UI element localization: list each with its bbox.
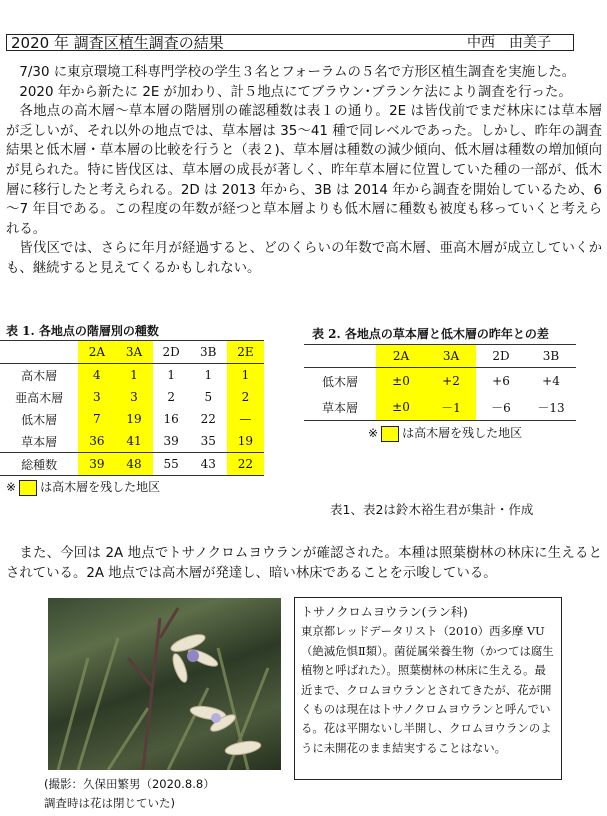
table-row	[304, 394, 576, 421]
table2-note	[368, 424, 522, 442]
row-label: 亜高木層	[15, 390, 64, 405]
table2-caption: 表 2. 各地点の草本層と低木層の昨年との差	[312, 327, 549, 341]
table-cell: 1	[204, 368, 213, 382]
table-col-header: 2A	[376, 345, 426, 368]
yellow-swatch	[381, 426, 399, 442]
table-cell: 1	[227, 364, 264, 387]
table-cell: 35	[200, 434, 216, 448]
row-label: 高木層	[21, 368, 58, 383]
title-box	[6, 34, 574, 51]
table-col-header: 2D	[153, 341, 190, 364]
table-col-header: 3B	[526, 345, 576, 368]
table-cell: +4	[542, 374, 560, 388]
row-label: 総種数	[0, 453, 78, 476]
table-cell: ±0	[376, 368, 426, 395]
table-cell: 41	[115, 430, 152, 453]
orchid-photo-drawing	[48, 598, 281, 770]
species-description: 東京都レッドデータリスト（2010）西多摩 VU（絶滅危惧Ⅱ類）。菌従属栄養生物（かつては腐生植物と呼ばれた）。照葉樹林の林床に生える。最近まで、クロムヨウランとされてきたが、花が開くものは現在はトサノクロムヨウランと呼んでいる。花は平開ないし半開し、クロムヨウランのように未開花のまま結実することはない。	[301, 624, 554, 755]
table-col-header: 2A	[78, 341, 115, 364]
table-cell: +6	[492, 374, 510, 388]
table-cell: 43	[190, 453, 227, 476]
table-credit: 表1、表2は鈴木裕生君が集計・作成	[330, 502, 534, 517]
row-label: 草本層	[21, 434, 58, 449]
table-cell: 22	[200, 412, 216, 426]
table-col-header: 2D	[476, 345, 526, 368]
table-cell: 1	[167, 368, 175, 382]
table-cell: 2	[167, 390, 175, 404]
table1-caption: 表 1. 各地点の階層別の種数	[6, 324, 159, 338]
table-row	[0, 364, 264, 387]
table-cell: 48	[115, 453, 152, 476]
photo-caption-2: 調査時は花は閉じていた)	[44, 796, 175, 810]
row-label: 低木層	[21, 412, 58, 427]
table-cell: 3	[115, 386, 152, 408]
table-header-row	[304, 345, 576, 368]
table-cell: －1	[426, 394, 476, 421]
author: 中西 由美子	[467, 35, 551, 51]
table-cell: 39	[163, 434, 179, 448]
photo-caption-1: (撮影：久保田繁男（2020.8.8）	[44, 777, 215, 791]
table-cell: 5	[204, 390, 213, 404]
table-cell: 36	[78, 430, 115, 453]
table-col-header: 3B	[190, 341, 227, 364]
orchid-text	[6, 544, 602, 583]
intro-paragraph: 皆伐区では、さらに年月が経過すると、どのくらいの年数で高木層、亜高木層が成立していくかも、継続すると見えてくるかもしれない。	[6, 241, 602, 276]
table-cell: 3	[78, 386, 115, 408]
table-cell: 2	[227, 386, 264, 408]
table-cell: 19	[227, 430, 264, 453]
table-row	[304, 368, 576, 395]
species-title: トサノクロムヨウラン(ラン科)	[301, 605, 468, 619]
table-col-header: 3A	[426, 345, 476, 368]
table-cell: 19	[115, 408, 152, 430]
table1	[0, 340, 264, 476]
table-cell: 7	[78, 408, 115, 430]
table-cell: －13	[537, 400, 565, 415]
intro-paragraph: 7/30 に東京環境工科専門学校の学生３名とフォーラムの５名で方形区植生調査を実施した。	[19, 65, 576, 80]
table2	[304, 344, 576, 421]
table-total-row	[0, 453, 264, 476]
note-text: は高木層を残した地区	[40, 480, 161, 494]
orchid-paragraph: また、今回は 2A 地点でトサノクロムヨウランが確認された。本種は照葉樹林の林床に生えるとされている。2A 地点では高木層が発達し、暗い林床であることを示唆している。	[6, 546, 602, 581]
table-cell: 4	[78, 364, 115, 387]
note-mark: ※	[368, 426, 379, 440]
table-cell: 55	[153, 453, 190, 476]
species-info-box	[294, 597, 562, 780]
table-col-header: 3A	[115, 341, 152, 364]
table-row	[0, 408, 264, 430]
table-cell: ±0	[376, 394, 426, 421]
yellow-swatch	[19, 480, 37, 496]
row-label: 低木層	[321, 374, 358, 389]
orchid-photo	[48, 598, 281, 770]
table-cell: +2	[426, 368, 476, 395]
table-corner	[0, 341, 78, 364]
table-cell: 1	[115, 364, 152, 387]
intro-paragraph: 2020 年から新たに 2E が加わり、計５地点にてブラウン･ブランケ法により調査を行った。	[19, 84, 572, 100]
table-cell: 39	[78, 453, 115, 476]
table-col-header: 2E	[227, 341, 264, 364]
table-corner	[304, 345, 376, 368]
intro-paragraph: 各地点の高木層～草本層の階層別の確認種数は表１の通り。2E は皆伐前でまだ林床には草本層が乏しいが、それ以外の地点では、草本層は 35～41 種で同レベルであった。しかし、昨年の調査結果と低木層・草本層の比較を行うと（表２)、草本層は種数の減少傾向、低木層は種数の増加傾向が見られた。特に皆伐区は、草本層の成長が著しく、昨年草本層に位置していた種の一部が、低木層に移行したと考えられる。2D は 2013 年から、3B は 2014 年から調査を開始しているため、6～7 年目である。この程度の年数が経つと草本層よりも低木層に種数も被度も移っていくと考えられる。	[6, 104, 602, 237]
table-cell: —	[227, 408, 264, 430]
table-cell: 16	[163, 412, 179, 426]
row-label: 草本層	[321, 400, 358, 415]
table-cell: 22	[227, 453, 264, 476]
table-row	[0, 386, 264, 408]
page-title: 2020 年 調査区植生調査の結果	[11, 34, 224, 52]
table-row	[0, 430, 264, 453]
note-text: は高木層を残した地区	[402, 426, 523, 440]
table1-note	[6, 478, 160, 496]
table-cell: －6	[491, 400, 511, 415]
intro-text	[6, 63, 602, 279]
note-mark: ※	[6, 480, 17, 494]
table-header-row	[0, 341, 264, 364]
